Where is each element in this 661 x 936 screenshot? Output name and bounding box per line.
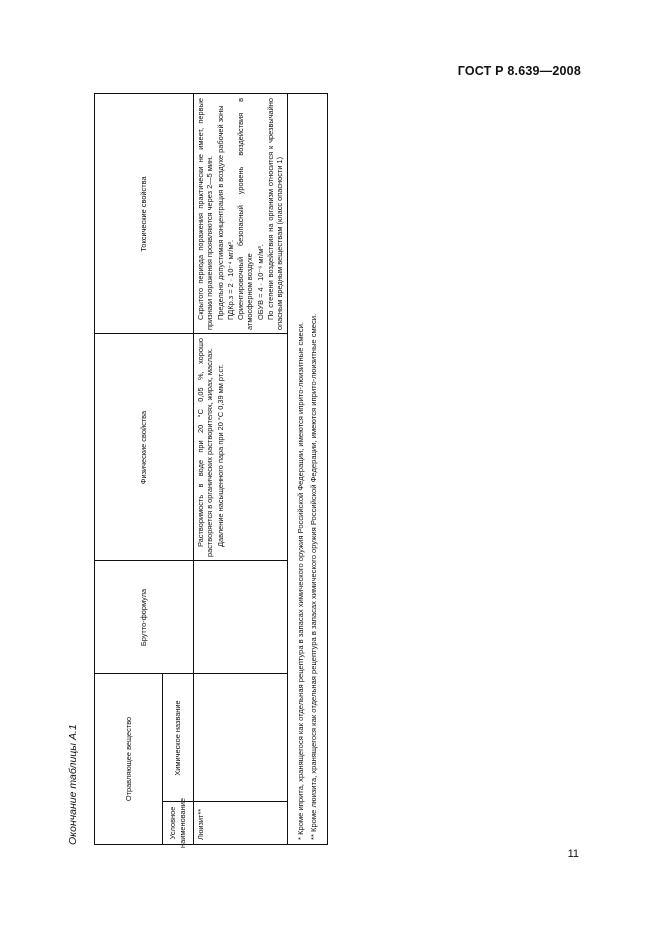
tox-paragraph-3: Ориентировочный безопасный уровень воздействия в атмосферном воздухе bbox=[236, 98, 255, 330]
table-bottom-rule bbox=[287, 94, 288, 844]
standard-number: ГОСТ Р 8.639—2008 bbox=[457, 64, 581, 78]
tox-paragraph-2: Предельно допустимая концентрация в воздухе рабочей зоны bbox=[215, 105, 225, 320]
cell-gross-formula bbox=[193, 561, 287, 674]
footnote-2: ** Кроме люизита, хранящегося как отдельная рецептура в запасах химического оружия Российской Федерации, имеются иприто-люизитные смеси. bbox=[309, 313, 318, 840]
header-gross-formula: Брутто-формула bbox=[139, 588, 149, 647]
table-caption: Окончание таблицы А.1 bbox=[67, 724, 79, 845]
phys-paragraph-1: Растворимость в воде при 20 °С 0,05 %, хорошо растворяется в органических растворителях, жирах, маслах. bbox=[196, 338, 215, 557]
header-chemical-name: Химическое название bbox=[172, 700, 182, 776]
header-physical-properties: Физические свойства bbox=[139, 410, 149, 485]
table bbox=[94, 93, 328, 848]
cell-toxic-properties bbox=[193, 94, 287, 334]
tox-paragraph-4: По степени воздействия на организм относится к чрезвычайно опасным вредным веществам (класс опасности 1) bbox=[265, 98, 284, 330]
cell-conventional-name: Люизит** bbox=[196, 808, 205, 840]
tox-formula-obuv: ОБУВ = 4 · 10⁻⁶ мг/м³. bbox=[255, 244, 265, 320]
rotated-page-content bbox=[58, 93, 328, 848]
header-group-substance: Отравляющее вещество bbox=[123, 716, 133, 802]
cell-physical-properties bbox=[193, 334, 287, 561]
phys-paragraph-2: Давление насыщенного пара при 20 °С 0,39 мм рт.ст. bbox=[215, 364, 225, 547]
header-toxic-properties: Токсические свойства bbox=[139, 176, 149, 252]
tox-formula-pdk: ПДКр.з = 2 · 10⁻⁴ мг/м³. bbox=[225, 239, 235, 320]
tox-paragraph-1: Скрытого периода поражения практически не имеет, первые признаки поражения проявляются через 2—5 мин. bbox=[196, 98, 215, 330]
footnote-1: * Кроме иприта, хранящегося как отдельная рецептура в запасах химического оружия Российской Федерации, имеются иприто-люизитные смеси. bbox=[296, 322, 305, 840]
page-number: 11 bbox=[567, 848, 579, 860]
header-conventional-name: Условное наименование bbox=[168, 798, 187, 848]
cell-chemical-name bbox=[193, 674, 287, 802]
